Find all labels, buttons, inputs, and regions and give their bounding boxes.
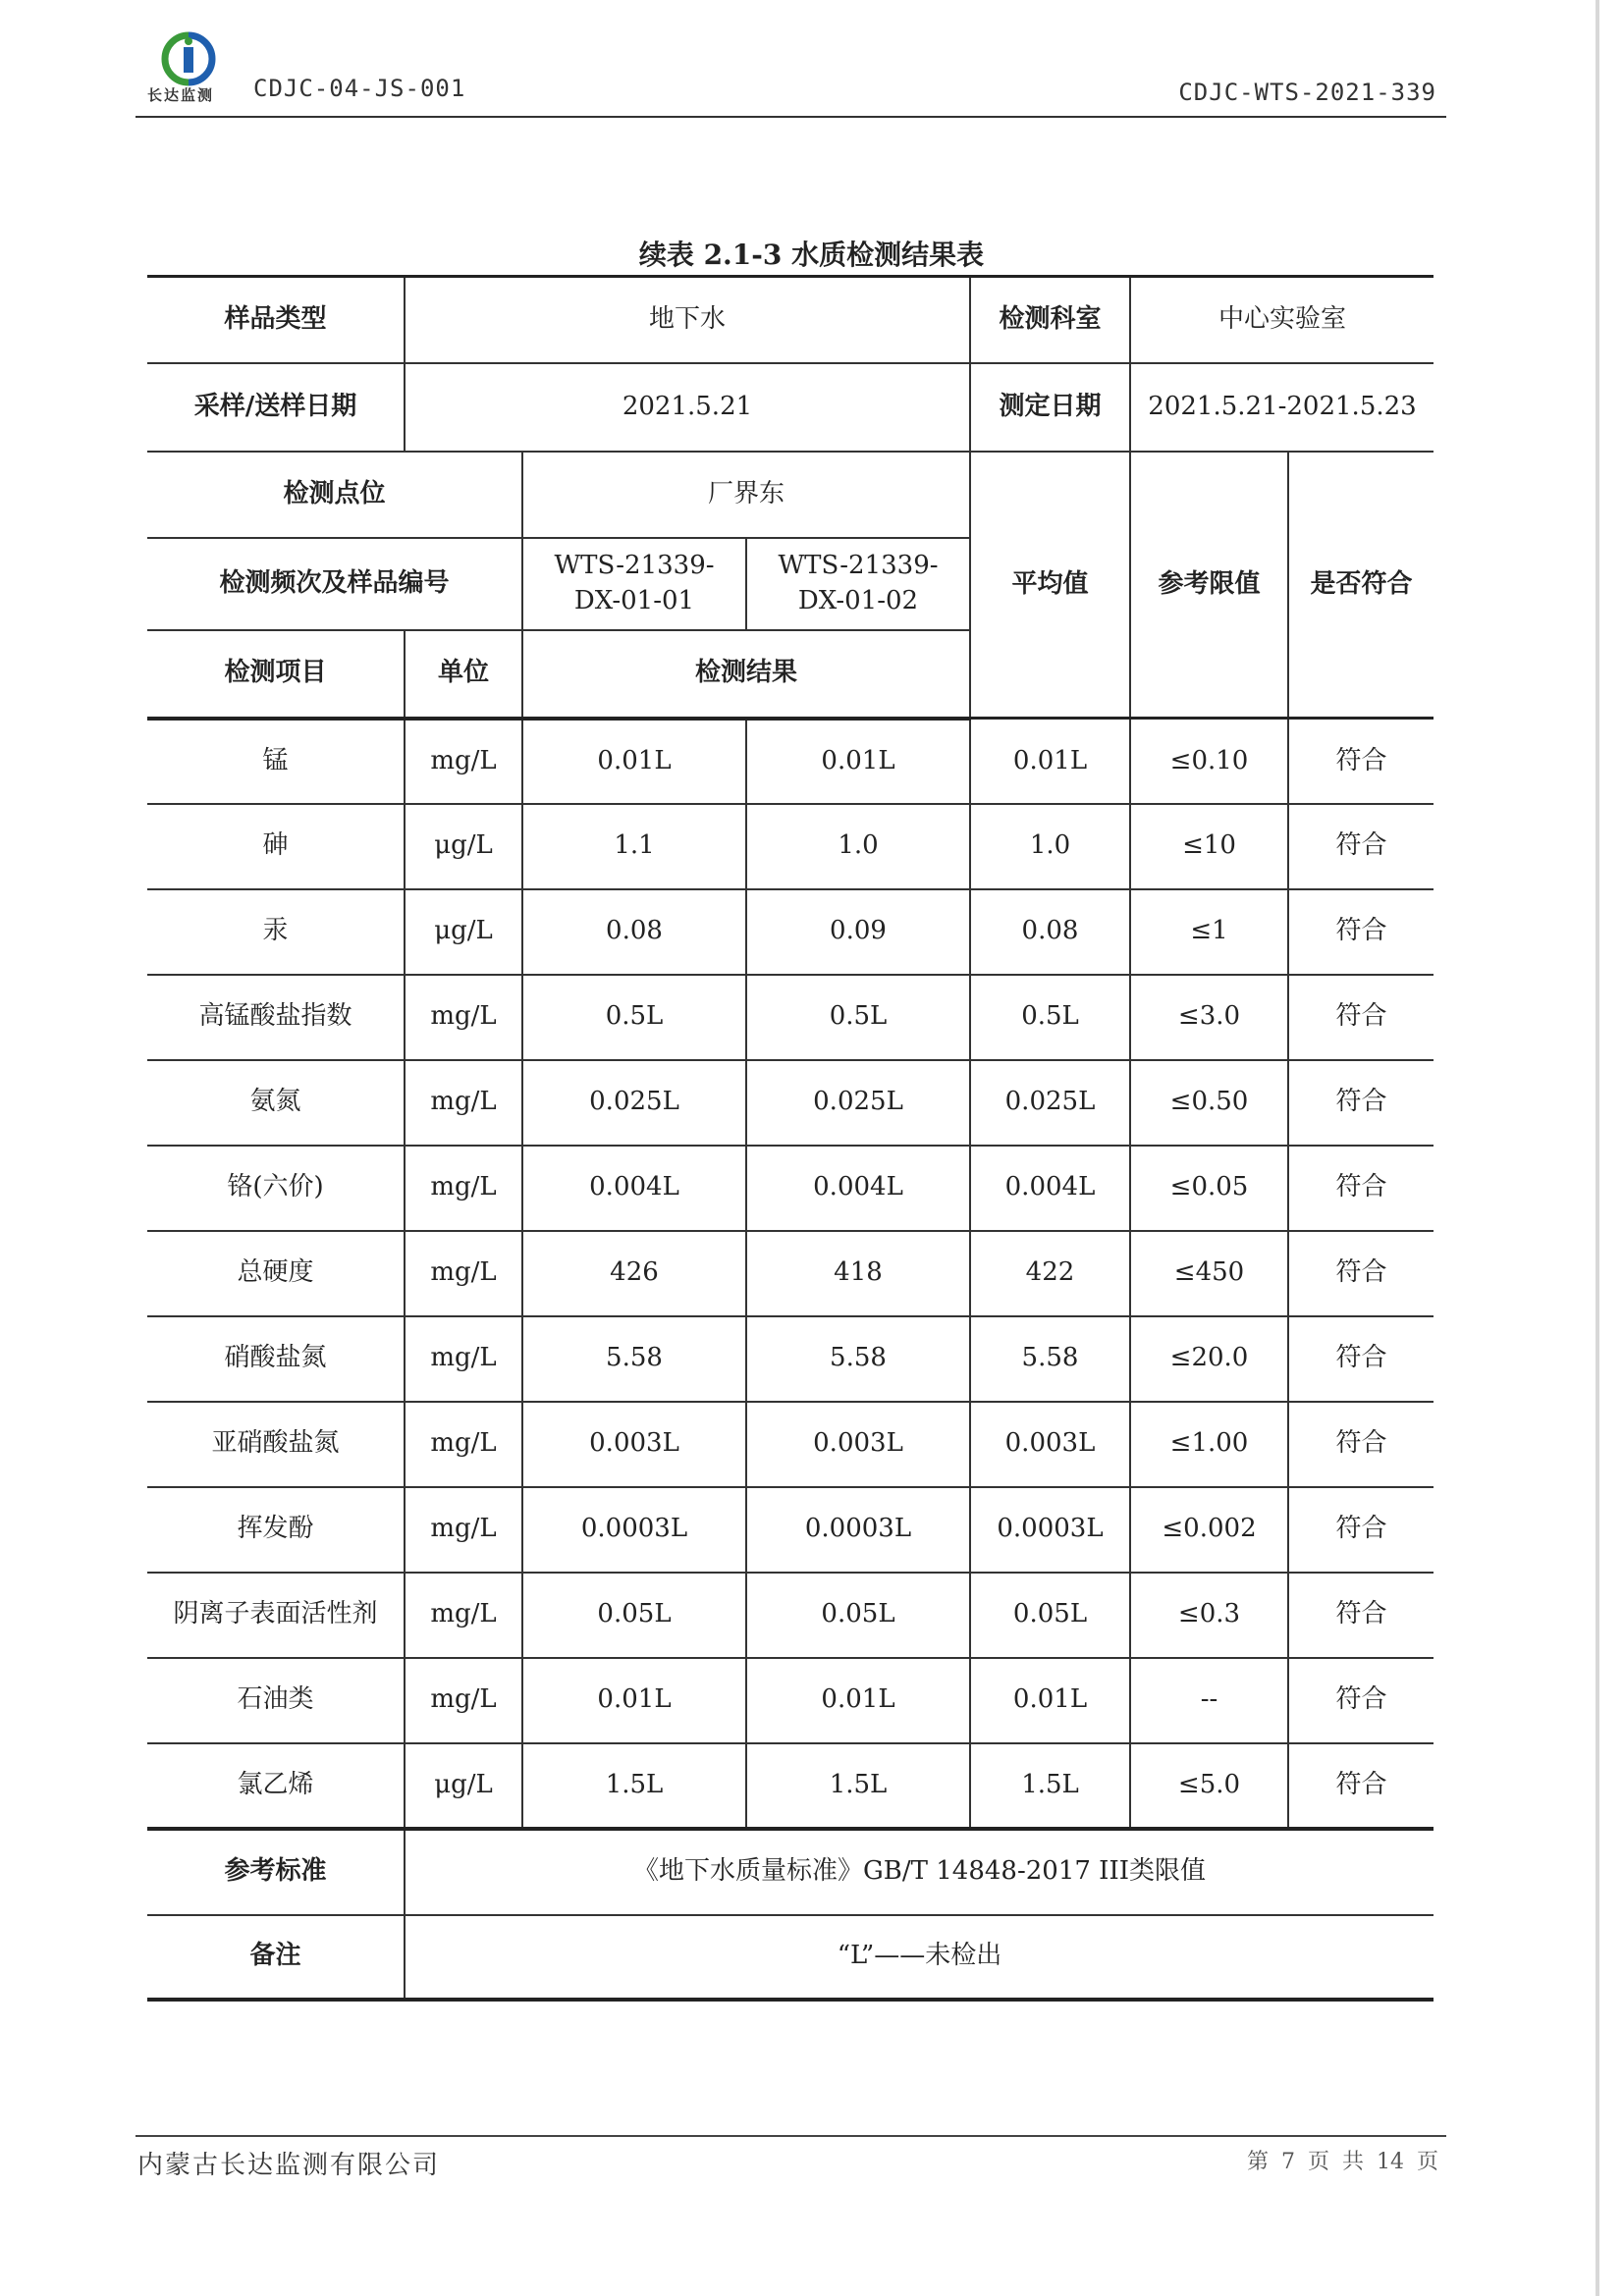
logo-text: 长达监测 bbox=[147, 86, 215, 104]
item-name-cell: 石油类 bbox=[147, 1658, 405, 1743]
avg-header: 平均值 bbox=[970, 452, 1130, 719]
limit-cell: ≤0.05 bbox=[1130, 1146, 1288, 1231]
item-name-cell: 氨氮 bbox=[147, 1060, 405, 1146]
unit-cell: mg/L bbox=[405, 1487, 522, 1573]
unit-cell: mg/L bbox=[405, 719, 522, 804]
item-name-cell: 总硬度 bbox=[147, 1231, 405, 1316]
table-row bbox=[147, 889, 1434, 975]
item-name-cell: 高锰酸盐指数 bbox=[147, 975, 405, 1060]
unit-cell: mg/L bbox=[405, 1146, 522, 1231]
limit-cell: ≤3.0 bbox=[1130, 975, 1288, 1060]
table-row bbox=[147, 804, 1434, 889]
header-row-point bbox=[147, 452, 1434, 538]
result-1-cell: 5.58 bbox=[522, 1316, 746, 1402]
item-name-cell: 阴离子表面活性剂 bbox=[147, 1573, 405, 1658]
item-header: 检测项目 bbox=[147, 630, 405, 719]
sample-type-label: 样品类型 bbox=[147, 277, 405, 363]
unit-cell: mg/L bbox=[405, 1231, 522, 1316]
logo-mark-icon bbox=[149, 29, 228, 88]
results-header: 检测结果 bbox=[522, 630, 970, 719]
result-1-cell: 0.01L bbox=[522, 1658, 746, 1743]
table-row bbox=[147, 1573, 1434, 1658]
compliance-cell: 符合 bbox=[1288, 804, 1434, 889]
point-value: 厂界东 bbox=[522, 452, 970, 538]
result-1-cell: 1.1 bbox=[522, 804, 746, 889]
sample-1-id: WTS-21339- DX-01-01 bbox=[522, 538, 746, 630]
average-cell: 422 bbox=[970, 1231, 1130, 1316]
result-2-cell: 0.5L bbox=[746, 975, 970, 1060]
item-name-cell: 铬(六价) bbox=[147, 1146, 405, 1231]
compliance-header: 是否符合 bbox=[1288, 452, 1434, 719]
point-label: 检测点位 bbox=[147, 452, 522, 538]
table-row bbox=[147, 1487, 1434, 1573]
average-cell: 0.08 bbox=[970, 889, 1130, 975]
unit-cell: μg/L bbox=[405, 804, 522, 889]
compliance-cell: 符合 bbox=[1288, 1060, 1434, 1146]
remark-row bbox=[147, 1915, 1434, 2000]
result-2-cell: 0.05L bbox=[746, 1573, 970, 1658]
compliance-cell: 符合 bbox=[1288, 1231, 1434, 1316]
table-title: 续表 2.1-3 水质检测结果表 bbox=[638, 239, 985, 271]
unit-cell: mg/L bbox=[405, 1060, 522, 1146]
table-row bbox=[147, 1231, 1434, 1316]
unit-cell: mg/L bbox=[405, 975, 522, 1060]
average-cell: 1.0 bbox=[970, 804, 1130, 889]
doc-code-left: CDJC-04-JS-001 bbox=[253, 75, 466, 102]
result-1-cell: 0.01L bbox=[522, 719, 746, 804]
sample-2-id: WTS-21339- DX-01-02 bbox=[746, 538, 970, 630]
info-row-sample-type bbox=[147, 277, 1434, 363]
remark-value: “L”——未检出 bbox=[405, 1915, 1434, 2000]
limit-cell: ≤450 bbox=[1130, 1231, 1288, 1316]
footer-divider bbox=[135, 2135, 1446, 2137]
item-name-cell: 亚硝酸盐氮 bbox=[147, 1402, 405, 1487]
average-cell: 0.5L bbox=[970, 975, 1130, 1060]
test-date-value: 2021.5.21-2021.5.23 bbox=[1130, 363, 1434, 452]
reference-value: 《地下水质量标准》GB/T 14848-2017 III类限值 bbox=[405, 1829, 1434, 1915]
limit-cell: -- bbox=[1130, 1658, 1288, 1743]
item-name-cell: 硝酸盐氮 bbox=[147, 1316, 405, 1402]
table-row bbox=[147, 1060, 1434, 1146]
footer-company: 内蒙古长达监测有限公司 bbox=[137, 2151, 441, 2180]
compliance-cell: 符合 bbox=[1288, 1487, 1434, 1573]
table-row bbox=[147, 1743, 1434, 1829]
item-name-cell: 氯乙烯 bbox=[147, 1743, 405, 1829]
compliance-cell: 符合 bbox=[1288, 1743, 1434, 1829]
unit-cell: mg/L bbox=[405, 1402, 522, 1487]
limit-cell: ≤0.002 bbox=[1130, 1487, 1288, 1573]
item-name-cell: 汞 bbox=[147, 889, 405, 975]
footer-page-number: 第 7 页 共 14 页 bbox=[1247, 2150, 1438, 2174]
limit-cell: ≤10 bbox=[1130, 804, 1288, 889]
compliance-cell: 符合 bbox=[1288, 1316, 1434, 1402]
sampling-date-value: 2021.5.21 bbox=[405, 363, 970, 452]
limit-cell: ≤5.0 bbox=[1130, 1743, 1288, 1829]
sampling-date-label: 采样/送样日期 bbox=[147, 363, 405, 452]
compliance-cell: 符合 bbox=[1288, 1146, 1434, 1231]
compliance-cell: 符合 bbox=[1288, 889, 1434, 975]
result-2-cell: 0.003L bbox=[746, 1402, 970, 1487]
item-name-cell: 锰 bbox=[147, 719, 405, 804]
limit-cell: ≤0.3 bbox=[1130, 1573, 1288, 1658]
result-1-cell: 0.0003L bbox=[522, 1487, 746, 1573]
average-cell: 1.5L bbox=[970, 1743, 1130, 1829]
result-1-cell: 426 bbox=[522, 1231, 746, 1316]
result-2-cell: 0.025L bbox=[746, 1060, 970, 1146]
freq-label: 检测频次及样品编号 bbox=[147, 538, 522, 630]
header-divider bbox=[135, 116, 1446, 118]
average-cell: 0.003L bbox=[970, 1402, 1130, 1487]
compliance-cell: 符合 bbox=[1288, 1573, 1434, 1658]
compliance-cell: 符合 bbox=[1288, 1658, 1434, 1743]
item-name-cell: 挥发酚 bbox=[147, 1487, 405, 1573]
remark-label: 备注 bbox=[147, 1915, 405, 2000]
water-quality-results-table bbox=[147, 275, 1434, 2002]
limit-cell: ≤1.00 bbox=[1130, 1402, 1288, 1487]
scan-edge bbox=[1596, 0, 1599, 2296]
average-cell: 0.01L bbox=[970, 1658, 1130, 1743]
result-2-cell: 1.5L bbox=[746, 1743, 970, 1829]
result-2-cell: 0.09 bbox=[746, 889, 970, 975]
result-2-cell: 0.01L bbox=[746, 1658, 970, 1743]
table-row bbox=[147, 1316, 1434, 1402]
reference-label: 参考标准 bbox=[147, 1829, 405, 1915]
unit-cell: mg/L bbox=[405, 1316, 522, 1402]
result-2-cell: 0.0003L bbox=[746, 1487, 970, 1573]
unit-cell: mg/L bbox=[405, 1658, 522, 1743]
unit-cell: μg/L bbox=[405, 889, 522, 975]
doc-code-right: CDJC-WTS-2021-339 bbox=[1178, 79, 1436, 106]
result-2-cell: 1.0 bbox=[746, 804, 970, 889]
result-1-cell: 0.5L bbox=[522, 975, 746, 1060]
table-row bbox=[147, 975, 1434, 1060]
table-row bbox=[147, 719, 1434, 804]
unit-cell: mg/L bbox=[405, 1573, 522, 1658]
result-1-cell: 1.5L bbox=[522, 1743, 746, 1829]
reference-row bbox=[147, 1829, 1434, 1915]
lab-value: 中心实验室 bbox=[1130, 277, 1434, 363]
limit-header: 参考限值 bbox=[1130, 452, 1288, 719]
result-1-cell: 0.025L bbox=[522, 1060, 746, 1146]
lab-label: 检测科室 bbox=[970, 277, 1130, 363]
result-2-cell: 0.004L bbox=[746, 1146, 970, 1231]
result-1-cell: 0.05L bbox=[522, 1573, 746, 1658]
average-cell: 0.0003L bbox=[970, 1487, 1130, 1573]
table-row bbox=[147, 1146, 1434, 1231]
info-row-dates bbox=[147, 363, 1434, 452]
table-row bbox=[147, 1658, 1434, 1743]
compliance-cell: 符合 bbox=[1288, 1402, 1434, 1487]
test-date-label: 测定日期 bbox=[970, 363, 1130, 452]
unit-cell: μg/L bbox=[405, 1743, 522, 1829]
result-2-cell: 0.01L bbox=[746, 719, 970, 804]
compliance-cell: 符合 bbox=[1288, 975, 1434, 1060]
result-2-cell: 418 bbox=[746, 1231, 970, 1316]
average-cell: 0.025L bbox=[970, 1060, 1130, 1146]
average-cell: 0.004L bbox=[970, 1146, 1130, 1231]
limit-cell: ≤0.10 bbox=[1130, 719, 1288, 804]
result-1-cell: 0.004L bbox=[522, 1146, 746, 1231]
result-2-cell: 5.58 bbox=[746, 1316, 970, 1402]
result-1-cell: 0.003L bbox=[522, 1402, 746, 1487]
unit-header: 单位 bbox=[405, 630, 522, 719]
table-row bbox=[147, 1402, 1434, 1487]
limit-cell: ≤0.50 bbox=[1130, 1060, 1288, 1146]
average-cell: 0.05L bbox=[970, 1573, 1130, 1658]
item-name-cell: 砷 bbox=[147, 804, 405, 889]
average-cell: 0.01L bbox=[970, 719, 1130, 804]
average-cell: 5.58 bbox=[970, 1316, 1130, 1402]
limit-cell: ≤20.0 bbox=[1130, 1316, 1288, 1402]
result-1-cell: 0.08 bbox=[522, 889, 746, 975]
compliance-cell: 符合 bbox=[1288, 719, 1434, 804]
sample-type-value: 地下水 bbox=[405, 277, 970, 363]
limit-cell: ≤1 bbox=[1130, 889, 1288, 975]
